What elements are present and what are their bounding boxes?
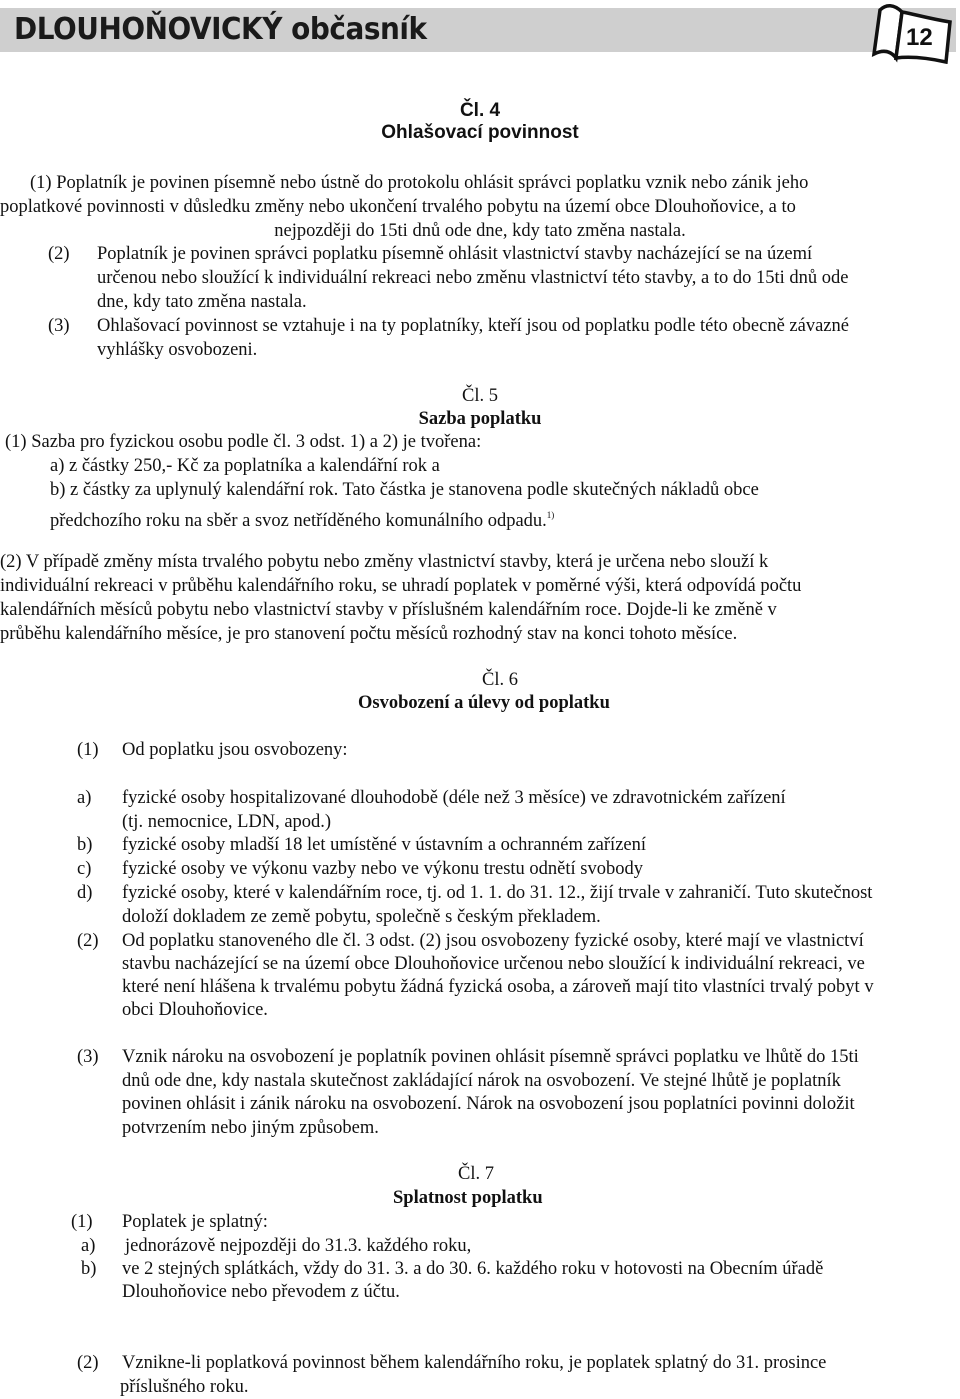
cl6-c-text: fyzické osoby ve výkonu vazby nebo ve výkonu trestu odnětí svobody [122, 859, 643, 879]
cl4-p3-number: (3) [48, 316, 70, 336]
cl6-p1-number: (1) [77, 740, 99, 760]
cl5-p2-line1: (2) V případě změny místa trvalého pobytu nebo změny vlastnictví stavby, která je určena nebo slouží k [0, 552, 769, 572]
cl6-b-letter: b) [77, 835, 93, 855]
cl6-p3-line2: dnů ode dne, kdy nastala skutečnost zakládající nárok na osvobození. Ve stejné lhůtě je poplatník [122, 1071, 841, 1091]
cl4-p1-line1: (1) Poplatník je povinen písemně nebo ústně do protokolu ohlásit správci poplatku vznik nebo zánik jeho [30, 173, 809, 193]
cl7-a-letter: a) [81, 1236, 96, 1256]
cl5-p2-line4: průběhu kalendářního měsíce, je pro stanovení počtu měsíců rozhodný stav na konci tohoto měsíce. [0, 624, 738, 644]
cl4-p2-line3: dne, kdy tato změna nastala. [97, 292, 307, 312]
page-number: 12 [906, 24, 933, 51]
cl7-p1-text: Poplatek je splatný: [122, 1212, 268, 1232]
cl6-p3-line3: povinen ohlásit i zánik nároku na osvobození. Nárok na osvobození jsou poplatníci povinni doložit [122, 1094, 855, 1114]
article-7-number: Čl. 7 [458, 1164, 494, 1184]
article-5-number: Čl. 5 [462, 386, 498, 406]
cl5-p1-line1: (1) Sazba pro fyzickou osobu podle čl. 3 odst. 1) a 2) je tvořena: [5, 432, 482, 452]
cl6-b-text: fyzické osoby mladší 18 let umístěné v ústavním a ochranném zařízení [122, 835, 647, 855]
article-5-title: Sazba poplatku [418, 409, 542, 429]
cl4-p2-line1: Poplatník je povinen správci poplatku písemně ohlásit vlastnictví stavby nacházející se na území [97, 244, 813, 264]
cl6-p2-line4: obci Dlouhoňovice. [122, 1000, 268, 1020]
cl6-c-letter: c) [77, 859, 92, 879]
cl4-p2-number: (2) [48, 244, 70, 264]
cl6-p3-line1: Vznik nároku na osvobození je poplatník povinen ohlásit písemně správci poplatku ve lhůtě do 15ti [122, 1047, 859, 1067]
article-4-title: Ohlašovací povinnost [381, 122, 579, 143]
cl6-p2-line1: Od poplatku stanoveného dle čl. 3 odst. (2) jsou osvobozeny fyzické osoby, které mají ve vlastnictví [122, 931, 864, 951]
cl7-b-line1: ve 2 stejných splátkách, vždy do 31. 3. a do 30. 6. každého roku v hotovosti na Obecním úřadě [122, 1259, 824, 1279]
cl7-p2-line1: Vznikne-li poplatková povinnost během kalendářního roku, je poplatek splatný do 31. prosince [122, 1353, 827, 1373]
newsletter-title: DLOUHOŇOVICKÝ občasník [14, 12, 427, 47]
cl6-p1-text: Od poplatku jsou osvobozeny: [122, 740, 348, 760]
cl7-p2-line2: příslušného roku. [120, 1377, 249, 1397]
cl6-p2-line3: které není hlášena k trvalému pobytu žádná fyzická osoba, a zároveň mají tito vlastníci trvalý pobyt v [122, 977, 874, 997]
cl6-p2-line2: stavbu nacházející se na území obce Dlouhoňovice určenou nebo sloužící k individuální rekreaci, ve [122, 954, 865, 974]
cl5-p1-item-b-cont: předchozího roku na sběr a svoz netříděného komunálního odpadu.$^{1)}$ [50, 510, 555, 531]
article-6-number: Čl. 6 [482, 670, 518, 690]
cl4-p1-line3: nejpozději do 15ti dnů ode dne, kdy tato změna nastala. [274, 221, 686, 241]
cl7-p1-number: (1) [71, 1212, 93, 1232]
article-4-number: Čl. 4 [459, 100, 501, 121]
cl6-a-line2: (tj. nemocnice, LDN, apod.) [122, 812, 332, 832]
cl5-p1-item-b: b) z částky za uplynulý kalendářní rok. Tato částka je stanovena podle skutečných nákladů obce [50, 480, 759, 500]
cl6-d-line1: fyzické osoby, které v kalendářním roce, tj. od 1. 1. do 31. 12., žijí trvale v zahraničí. Tuto skutečnost [122, 883, 873, 903]
cl6-d-line2: doloží dokladem ze země pobytu, společně s českým překladem. [122, 907, 601, 927]
cl6-p2-number: (2) [77, 931, 99, 951]
cl7-b-letter: b) [81, 1259, 97, 1279]
cl6-a-letter: a) [77, 788, 92, 808]
footnote-mark: 1) [546, 510, 555, 520]
cl5-p1-item-a: a) z částky 250,- Kč za poplatníka a kalendářní rok a [50, 456, 440, 476]
cl6-p3-number: (3) [77, 1047, 99, 1067]
cl4-p2-line2: určenou nebo sloužící k individuální rekreaci nebo změnu vlastnictví této stavby, a to do 15ti dnů ode [97, 268, 849, 288]
cl4-p3-line1: Ohlašovací povinnost se vztahuje i na ty poplatníky, kteří jsou od poplatku podle této obecně závazné [97, 316, 849, 336]
cl4-p1-line2: poplatkové povinnosti v důsledku změny nebo ukončení trvalého pobytu na území obce Dlouhoňovice, a to [0, 197, 796, 217]
cl7-b-line2: Dlouhoňovice nebo převodem z účtu. [122, 1282, 400, 1302]
cl6-d-letter: d) [77, 883, 93, 903]
cl4-p3-line2: vyhlášky osvobozeni. [97, 340, 258, 360]
cl7-p2-number: (2) [77, 1353, 99, 1373]
cl7-a-text: jednorázově nejpozději do 31.3. každého roku, [125, 1236, 472, 1256]
article-6-title: Osvobození a úlevy od poplatku [358, 693, 610, 713]
cl6-a-line1: fyzické osoby hospitalizované dlouhodobě (déle než 3 měsíce) ve zdravotnickém zařízení [122, 788, 786, 808]
cl5-p2-line2: individuální rekreaci v průběhu kalendářního roku, se uhradí poplatek v poměrné výši, která odpovídá počtu [0, 576, 802, 596]
article-7-title: Splatnost poplatku [393, 1188, 543, 1208]
cl6-p3-line4: potvrzením nebo jiným způsobem. [122, 1118, 379, 1138]
cl5-p2-line3: kalendářních měsíců pobytu nebo vlastnictví stavby v příslušném kalendářním roce. Dojde-li ke změně v [0, 600, 777, 620]
